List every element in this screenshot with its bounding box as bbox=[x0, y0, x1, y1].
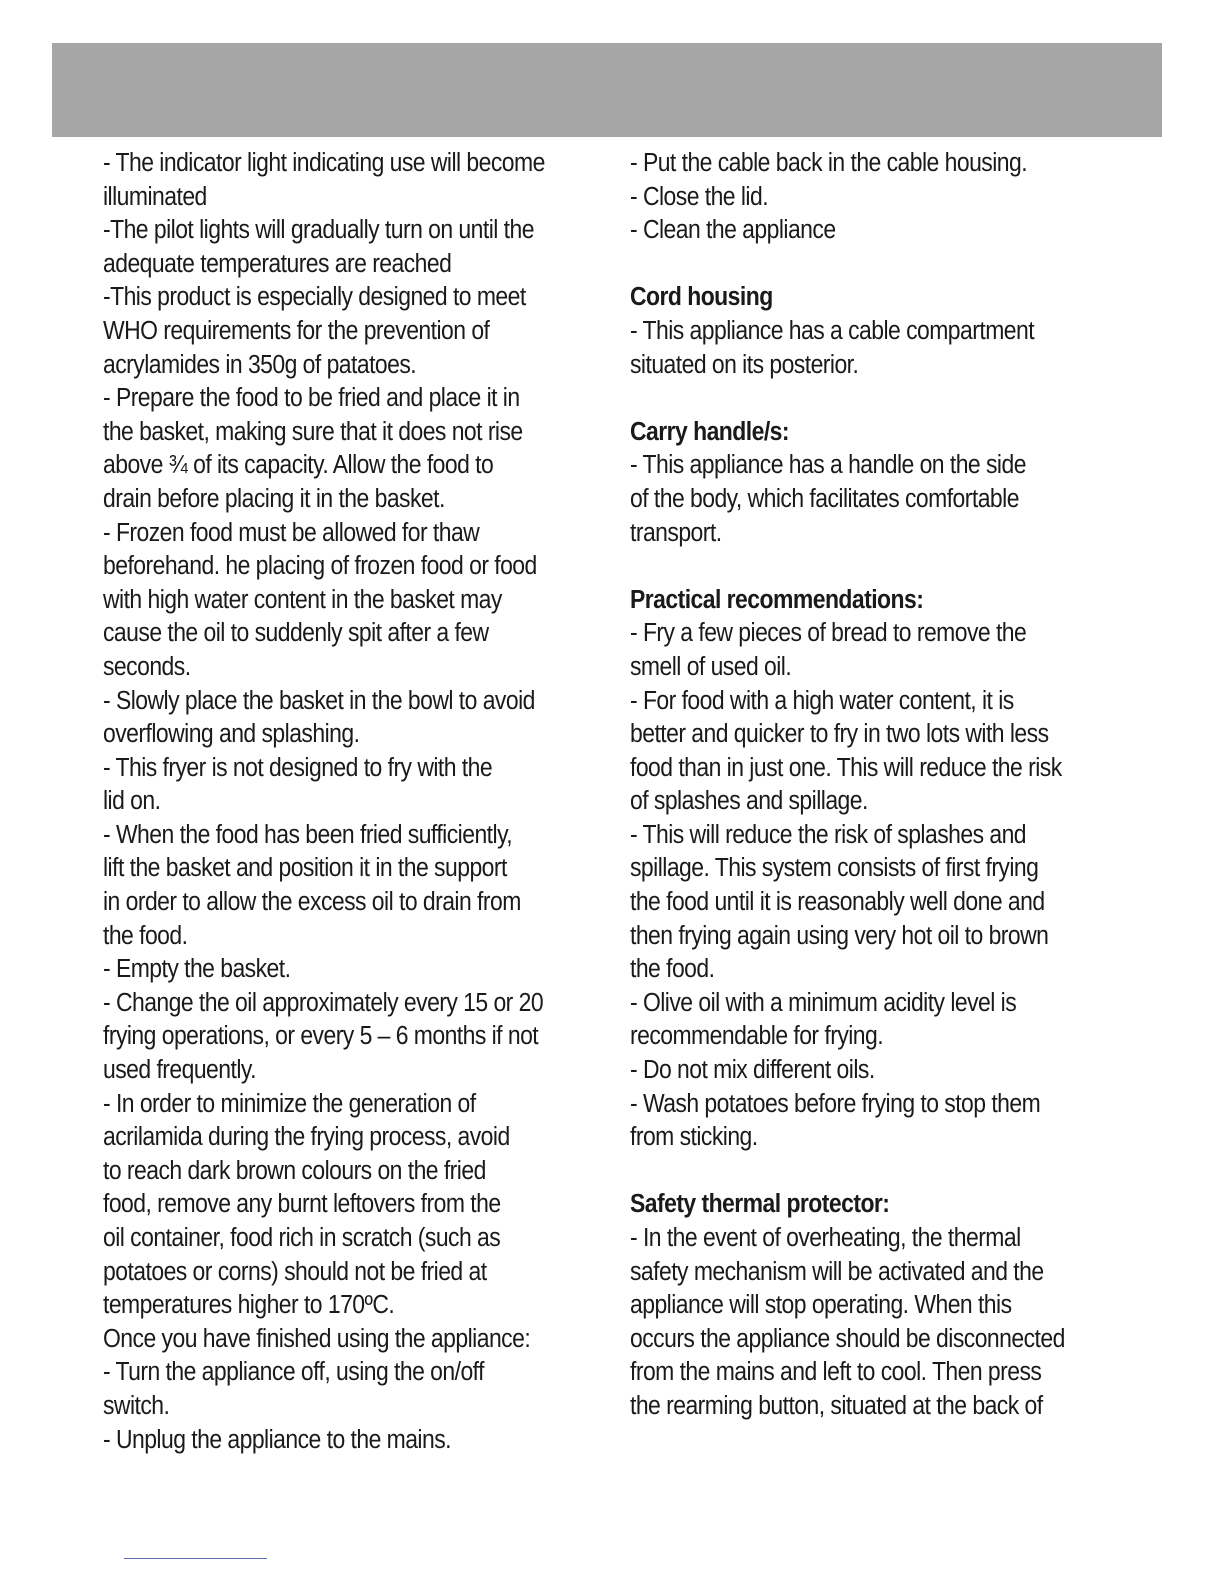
section-gap bbox=[630, 550, 1136, 584]
text-line: - Prepare the food to be fried and place it in bbox=[103, 384, 520, 413]
right-intro bbox=[630, 147, 1136, 248]
text-line: - In the event of overheating, the thermal bbox=[630, 1224, 1021, 1252]
text-line: from sticking. bbox=[630, 1123, 758, 1152]
section-heading-safety-thermal-protector: Safety thermal protector: bbox=[630, 1190, 890, 1219]
section-practical-recommendations bbox=[630, 584, 1136, 1155]
text-line: WHO requirements for the prevention of bbox=[103, 316, 490, 345]
text-line: better and quicker to fry in two lots with less bbox=[630, 720, 1049, 749]
right-column bbox=[630, 147, 1136, 1424]
text-line: smell of used oil. bbox=[630, 652, 792, 681]
text-line: above ¾ of its capacity. Allow the food to bbox=[103, 451, 494, 480]
text-line: - Olive oil with a minimum acidity level is bbox=[630, 988, 1017, 1017]
text-line: -This product is especially designed to meet bbox=[103, 283, 526, 312]
footer-rule bbox=[124, 1558, 267, 1559]
text-line: appliance will stop operating. When this bbox=[630, 1291, 1012, 1320]
text-line: acrylamides in 350g of patatoes. bbox=[103, 350, 417, 379]
text-line: of splashes and spillage. bbox=[630, 787, 868, 816]
text-line: food, remove any burnt leftovers from the bbox=[103, 1190, 501, 1219]
text-line: - Slowly place the basket in the bowl to avoid bbox=[103, 686, 535, 715]
text-line: - Do not mix different oils. bbox=[630, 1056, 875, 1085]
text-line: food than in just one. This will reduce the risk bbox=[630, 753, 1062, 782]
text-line: cause the oil to suddenly spit after a few bbox=[103, 619, 489, 648]
text-line: - Frozen food must be allowed for thaw bbox=[103, 518, 480, 547]
section-heading-carry-handles: Carry handle/s: bbox=[630, 417, 789, 446]
text-line: situated on its posterior. bbox=[630, 350, 859, 379]
text-line: occurs the appliance should be disconnected bbox=[630, 1324, 1065, 1353]
text-line: - Clean the appliance bbox=[630, 216, 836, 245]
text-line: spillage. This system consists of first frying bbox=[630, 854, 1039, 883]
text-line: frying operations, or every 5 – 6 months if not bbox=[103, 1022, 539, 1051]
text-line: used frequently. bbox=[103, 1056, 256, 1085]
text-line: the food. bbox=[630, 955, 715, 984]
section-body-cord-housing bbox=[630, 315, 1136, 382]
text-line: - For food with a high water content, it is bbox=[630, 686, 1014, 715]
text-line: recommendable for frying. bbox=[630, 1022, 884, 1051]
header-band bbox=[52, 43, 1162, 137]
text-line: - Fry a few pieces of bread to remove the bbox=[630, 619, 1027, 648]
text-line: - This will reduce the risk of splashes and bbox=[630, 820, 1027, 849]
text-line: - Wash potatoes before frying to stop them bbox=[630, 1089, 1041, 1118]
text-line: - In order to minimize the generation of bbox=[103, 1089, 476, 1118]
text-line: lift the basket and position it in the support bbox=[103, 854, 507, 883]
text-line: in order to allow the excess oil to drain from bbox=[103, 888, 521, 917]
text-line: adequate temperatures are reached bbox=[103, 249, 452, 278]
section-heading-cord-housing: Cord housing bbox=[630, 283, 773, 312]
text-line: acrilamida during the frying process, avoid bbox=[103, 1123, 510, 1152]
text-line: - Unplug the appliance to the mains. bbox=[103, 1425, 451, 1454]
text-line: potatoes or corns) should not be fried at bbox=[103, 1257, 487, 1286]
left-column bbox=[103, 147, 607, 1457]
section-safety-thermal-protector bbox=[630, 1188, 1136, 1423]
text-line: the food until it is reasonably well done and bbox=[630, 888, 1045, 917]
text-line: - The indicator light indicating use will become bbox=[103, 149, 545, 177]
section-body-carry-handles bbox=[630, 449, 1136, 550]
text-line: illuminated bbox=[103, 182, 207, 211]
section-gap bbox=[630, 248, 1136, 282]
text-line: - Empty the basket. bbox=[103, 955, 291, 984]
section-body-practical-recommendations bbox=[630, 617, 1136, 1155]
text-line: oil container, food rich in scratch (such as bbox=[103, 1224, 501, 1252]
text-line: - This appliance has a handle on the side bbox=[630, 451, 1026, 480]
text-line: transport. bbox=[630, 518, 722, 547]
text-line: - Change the oil approximately every 15 or 20 bbox=[103, 988, 544, 1017]
text-line: to reach dark brown colours on the fried bbox=[103, 1156, 486, 1185]
text-line: overflowing and splashing. bbox=[103, 720, 360, 749]
text-line: Once you have finished using the appliance: bbox=[103, 1324, 531, 1353]
text-line: switch. bbox=[103, 1391, 170, 1420]
text-line: - Close the lid. bbox=[630, 182, 769, 211]
text-line: - This fryer is not designed to fry with the bbox=[103, 753, 493, 782]
text-line: -The pilot lights will gradually turn on until the bbox=[103, 216, 534, 245]
section-heading-practical-recommendations: Practical recommendations: bbox=[630, 585, 924, 614]
text-line: temperatures higher to 170ºC. bbox=[103, 1291, 395, 1320]
text-line: - Turn the appliance off, using the on/off bbox=[103, 1358, 484, 1387]
text-line: of the body, which facilitates comfortable bbox=[630, 484, 1019, 513]
text-line: safety mechanism will be activated and the bbox=[630, 1257, 1044, 1286]
section-gap bbox=[630, 1155, 1136, 1189]
text-line: then frying again using very hot oil to brown bbox=[630, 921, 1049, 950]
text-line: drain before placing it in the basket. bbox=[103, 484, 445, 513]
text-line: - This appliance has a cable compartment bbox=[630, 316, 1035, 345]
section-gap bbox=[630, 382, 1136, 416]
text-line: beforehand. he placing of frozen food or food bbox=[103, 552, 537, 581]
text-line: - When the food has been fried sufficiently, bbox=[103, 820, 513, 849]
text-line: from the mains and left to cool. Then press bbox=[630, 1358, 1042, 1387]
section-carry-handles bbox=[630, 416, 1136, 550]
text-line: with high water content in the basket may bbox=[103, 585, 502, 614]
text-line: - Put the cable back in the cable housing. bbox=[630, 149, 1028, 177]
section-body-safety-thermal-protector bbox=[630, 1222, 1136, 1424]
text-line: the rearming button, situated at the back of bbox=[630, 1391, 1043, 1420]
section-cord-housing bbox=[630, 281, 1136, 382]
text-line: seconds. bbox=[103, 652, 191, 681]
text-line: lid on. bbox=[103, 787, 161, 816]
text-line: the basket, making sure that it does not rise bbox=[103, 417, 523, 446]
text-line: the food. bbox=[103, 921, 188, 950]
